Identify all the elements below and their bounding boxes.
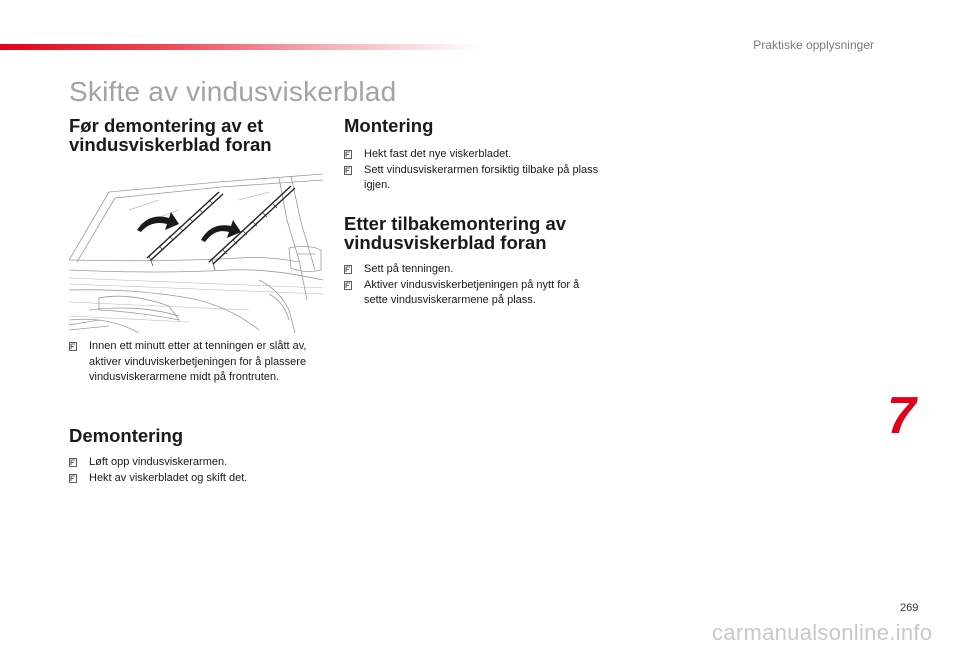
page-title: Skifte av vindusviskerblad: [69, 76, 397, 107]
section-title: Praktiske opplysninger: [753, 38, 874, 52]
list-item: Hekt fast det nye viskerbladet.: [344, 147, 604, 163]
list-item: Hekt av viskerbladet og skift det.: [69, 471, 325, 487]
checkbox-arrow-icon: [344, 265, 352, 274]
checkbox-arrow-icon: [69, 342, 77, 351]
list-item: Sett på tenningen.: [344, 262, 604, 278]
list-item: Løft opp vindusviskerarmen.: [69, 455, 325, 471]
list-item: Aktiver vindusviskerbetjeningen på nytt for å sette vindusviskerarmene på plass.: [344, 278, 604, 309]
page-number: 269: [900, 602, 919, 614]
etter-heading: Etter tilbakemontering av vindusviskerblad foran: [344, 213, 567, 253]
checkbox-arrow-icon: [344, 166, 352, 175]
list-item: Innen ett minutt etter at tenningen er slått av, aktiver vinduviskerbetjeningen for å plassere vindusviskerarmene midt på frontruten.: [69, 339, 325, 386]
header-accent-bar: [0, 44, 480, 50]
intro-instructions: [69, 339, 325, 386]
demontering-heading: Demontering: [69, 425, 184, 446]
montering-section: [344, 116, 604, 194]
watermark: carmanualsonline.info: [712, 620, 933, 645]
chapter-number: 7: [887, 387, 916, 445]
checkbox-arrow-icon: [344, 150, 352, 159]
left-column: [69, 116, 325, 154]
etter-section: [344, 214, 604, 309]
windshield-wiper-illustration: [69, 170, 323, 333]
checkbox-arrow-icon: [69, 458, 77, 467]
checkbox-arrow-icon: [69, 474, 77, 483]
montering-heading: Montering: [344, 115, 434, 136]
checkbox-arrow-icon: [344, 281, 352, 290]
list-item: Sett vindusviskerarmen forsiktig tilbake på plass igjen.: [344, 163, 604, 194]
before-removal-heading: Før demontering av et vindusviskerblad foran: [69, 115, 272, 155]
demontering-section: [69, 426, 325, 486]
